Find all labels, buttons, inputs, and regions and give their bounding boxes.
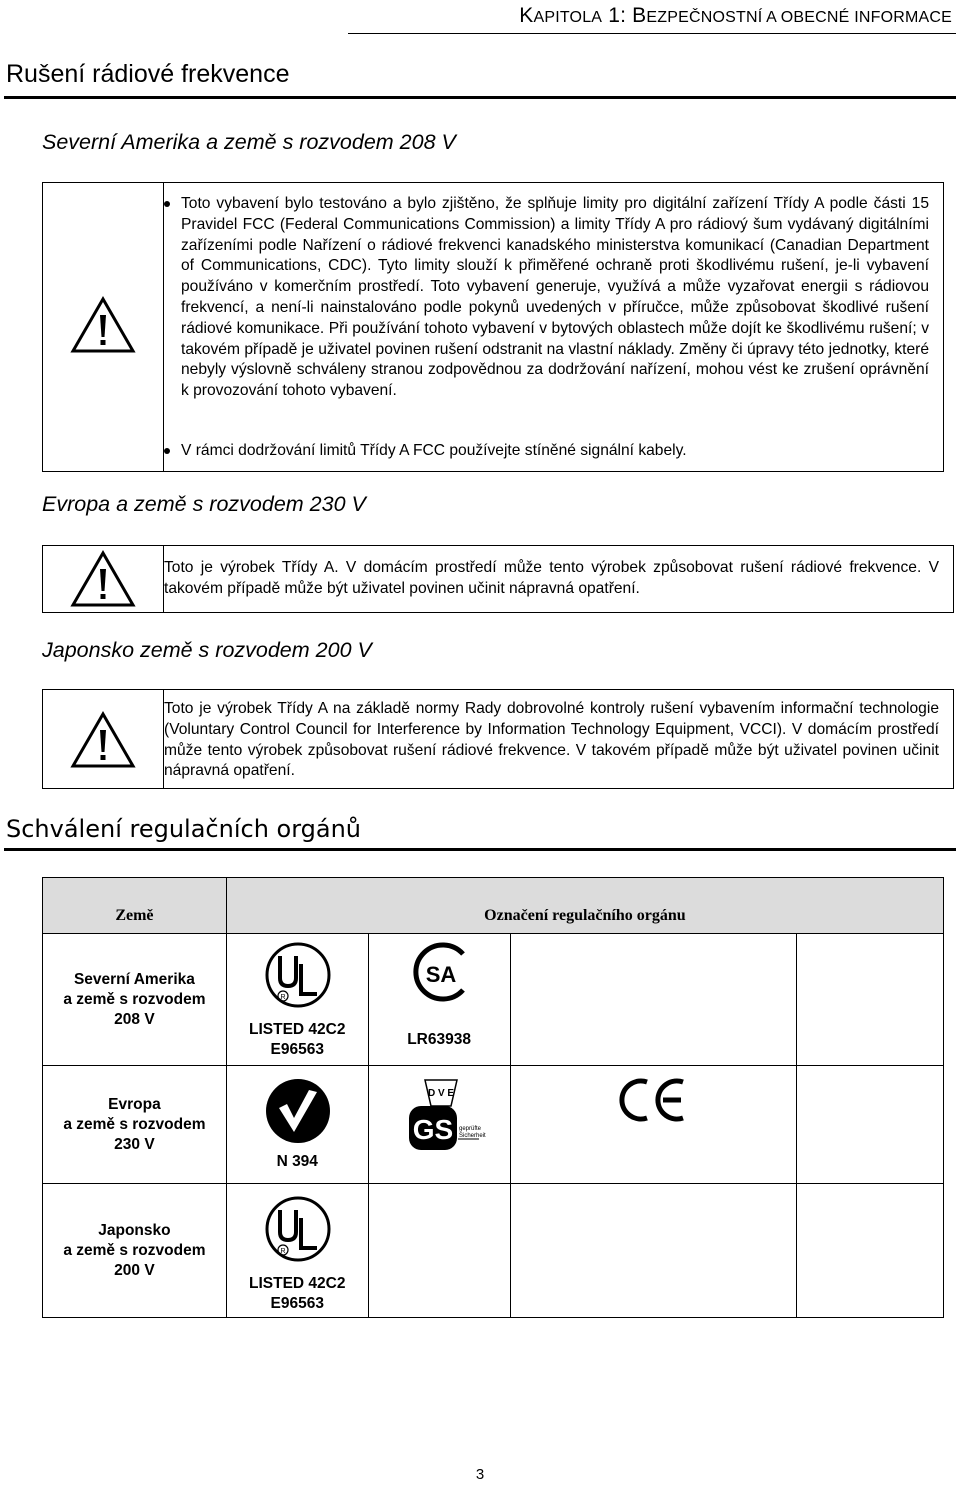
approvals-title-rule xyxy=(4,848,956,851)
europe-notice-text: Toto je výrobek Třídy A. V domácím prostředí může tento výrobek způsobovat rušení rádiové frekvence. V takovém případě může být uživatel povinen učinit nápravná opatření. xyxy=(164,559,939,597)
col-country-header: Země xyxy=(43,878,227,934)
ce-mark-logo xyxy=(615,1078,687,1122)
country-line: a země s rozvodem xyxy=(63,990,206,1008)
japan-notice xyxy=(42,689,954,789)
ul-listed-logo xyxy=(263,942,333,1008)
mark-cell xyxy=(368,934,510,1066)
ul-listing-line: E96563 xyxy=(270,1041,324,1058)
fcc-notice-text: Toto vybavení bylo testováno a bylo zjištěno, že splňuje limity pro digitální zařízení Třídy A podle části 15 Pravidel FCC (Federal Communications Commission) a limity Třídy A pro rádiový šum vydávaný digitálními zařízeními podle Nařízení o rádiové frekvenci kanadského ministerstva komunikací (Canadian Department of Communications, CDC). Tyto limity slouží k přiměřené ochraně proti škodlivému rušení, je-li vybavení používáno v komerčním prostředí. Toto vybavení generuje, využívá a může vyzařovat energii s rádiovou frekvencí, a není-li nainstalováno podle pokynů uvedených v příručce, může způsobovat škodlivé rušení rádiové komunikace. Při používání tohoto vybavení v bytových oblastech může dojít ke škodlivému rušení; v takovém případě je uživatel povinen rušení odstranit na vlastní náklady. Změny či úpravy této jednotky, které nebyly výslovně schváleny stranou zodpovědnou za dodržování nařízení, mohou vést ke zrušení oprávnění k provozování tohoto vybavení. xyxy=(181,195,929,400)
mark-cell-empty xyxy=(510,1184,797,1318)
mark-cell-empty xyxy=(510,934,797,1066)
mark-cell-empty xyxy=(797,1184,944,1318)
c-tick-number: N 394 xyxy=(276,1153,318,1170)
country-line: Evropa xyxy=(108,1095,161,1113)
chapter-header: KAPITOLA 1: BEZPEČNOSTNÍ A OBECNÉ INFORMACE xyxy=(519,4,952,27)
north-america-heading: Severní Amerika a země s rozvodem 208 V xyxy=(42,130,456,154)
page-number: 3 xyxy=(475,1466,485,1483)
country-cell xyxy=(43,1066,227,1184)
svg-text:GS: GS xyxy=(412,1114,453,1145)
europe-notice xyxy=(42,545,954,613)
mark-cell xyxy=(226,1066,368,1184)
mark-cell-empty xyxy=(368,1184,510,1318)
table-row xyxy=(43,1066,944,1184)
svg-text:R: R xyxy=(280,994,286,1001)
ul-listing-line: LISTED 42C2 xyxy=(249,1021,346,1038)
warning-icon xyxy=(71,712,135,768)
japan-heading: Japonsko země s rozvodem 200 V xyxy=(42,638,372,662)
table-row xyxy=(43,934,944,1066)
warning-icon-cell xyxy=(43,183,164,471)
country-line: Severní Amerika xyxy=(73,970,195,988)
ul-listing-line: LISTED 42C2 xyxy=(249,1275,346,1292)
csa-file-number: LR63938 xyxy=(407,1031,471,1048)
csa-logo xyxy=(411,940,471,1004)
table-header-row xyxy=(43,878,944,934)
country-line: a země s rozvodem xyxy=(63,1115,206,1133)
mark-cell-empty xyxy=(797,934,944,1066)
warning-icon-cell xyxy=(43,690,164,788)
gs-small-text: geprüfte xyxy=(458,1126,481,1132)
mark-cell xyxy=(510,1066,797,1184)
warning-icon xyxy=(71,551,135,607)
rf-section-title: Rušení rádiové frekvence xyxy=(6,60,290,88)
mark-cell xyxy=(226,1184,368,1318)
table-row xyxy=(43,1184,944,1318)
svg-text:SA: SA xyxy=(425,962,456,987)
country-line: 208 V xyxy=(114,1010,155,1028)
svg-text:R: R xyxy=(280,1248,286,1255)
country-cell xyxy=(43,1184,227,1318)
warning-icon xyxy=(71,297,135,353)
country-cell xyxy=(43,934,227,1066)
japan-notice-text: Toto je výrobek Třídy A na základě normy Rady dobrovolné kontroly rušení vybavením informační technologie (Voluntary Control Council for Interference by Information Technology Equipment, VCCI). V domácím prostředí může tento výrobek způsobovat rušení rádiové frekvence. V takovém případě může být uživatel povinen učinit nápravná opatření. xyxy=(164,700,939,780)
country-line: 230 V xyxy=(114,1135,155,1153)
c-tick-logo xyxy=(265,1078,331,1144)
warning-icon-cell xyxy=(43,546,164,612)
svg-text:D V E: D V E xyxy=(427,1088,454,1099)
country-line: 200 V xyxy=(114,1261,155,1279)
mark-cell-empty xyxy=(797,1066,944,1184)
ul-listing-line: E96563 xyxy=(270,1295,324,1312)
europe-heading: Evropa a země s rozvodem 230 V xyxy=(42,492,366,516)
bullet-dot xyxy=(164,448,170,454)
shielded-cable-text: V rámci dodržování limitů Třídy A FCC používejte stíněné signální kabely. xyxy=(181,442,687,459)
approvals-title: Schválení regulačních orgánů xyxy=(6,815,362,843)
ul-listed-logo xyxy=(263,1196,333,1262)
country-line: Japonsko xyxy=(98,1221,171,1239)
country-line: a země s rozvodem xyxy=(63,1241,206,1259)
mark-cell xyxy=(368,1066,510,1184)
bullet-dot xyxy=(164,201,170,207)
rf-title-rule xyxy=(4,96,956,99)
chapter-rule xyxy=(348,33,956,34)
gs-small-text: Sicherheit xyxy=(458,1133,486,1139)
col-mark-header: Označení regulačního orgánu xyxy=(226,878,943,934)
north-america-notice xyxy=(42,182,944,472)
mark-cell xyxy=(226,934,368,1066)
approvals-table xyxy=(42,877,944,1318)
gs-dve-logo xyxy=(401,1076,486,1156)
